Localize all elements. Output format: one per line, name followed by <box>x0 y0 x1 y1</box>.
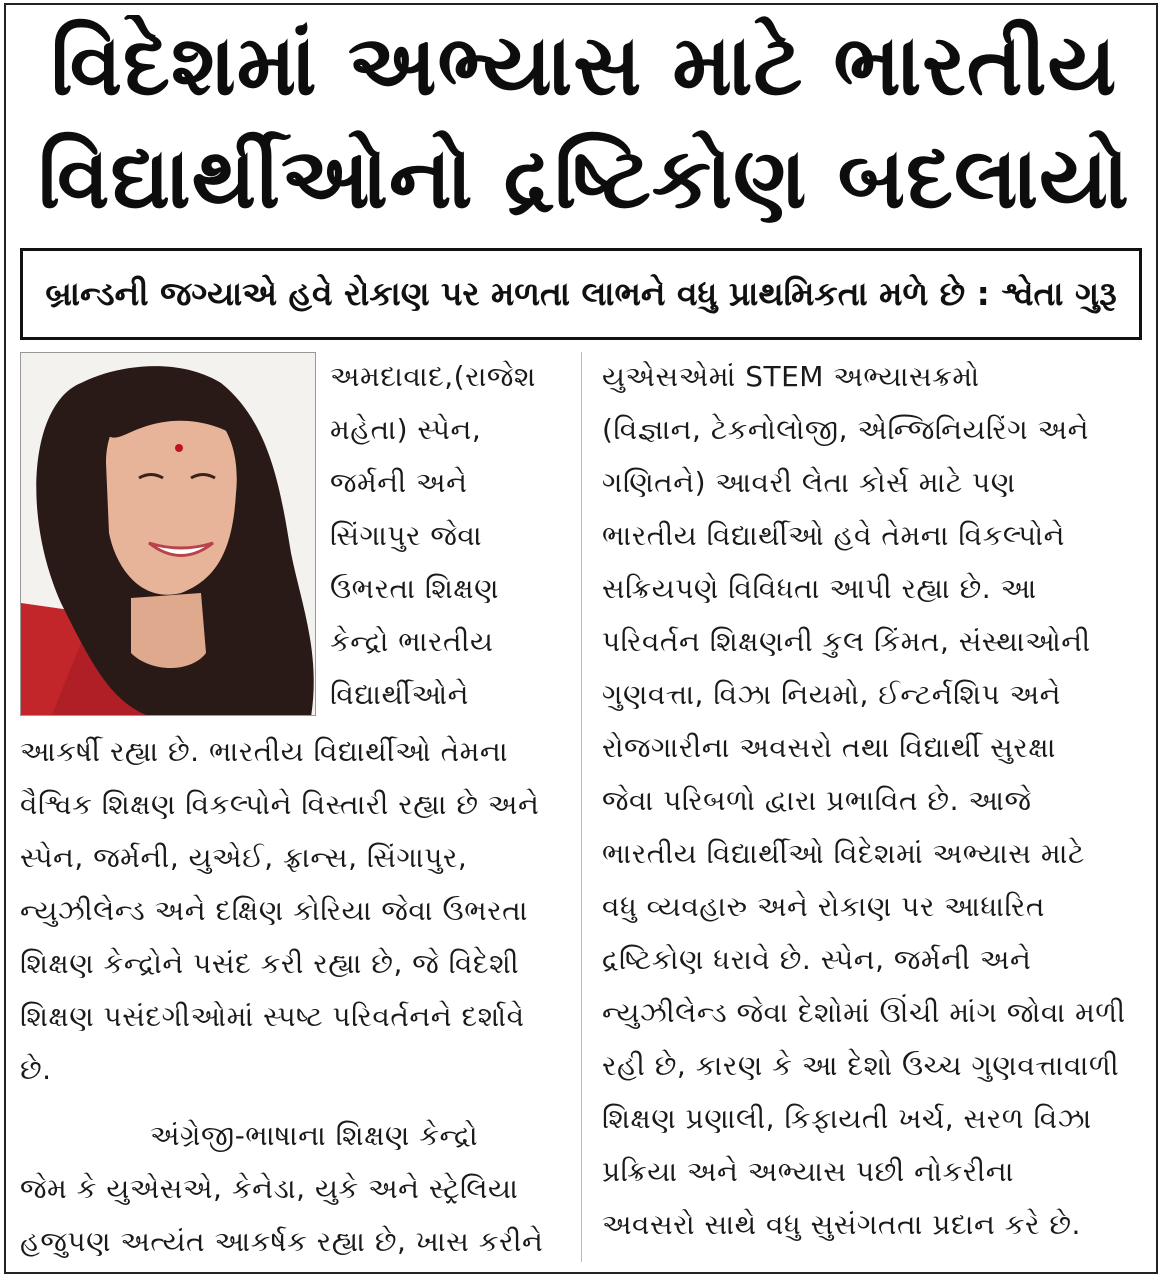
column-divider <box>581 352 582 1262</box>
portrait-photo <box>20 352 316 716</box>
headline-line-2: વિદ્યાર્થીઓનો દ્રષ્ટિકોણ બદલાયો <box>38 129 1130 227</box>
subheadline: બ્રાન્ડની જગ્યાએ હવે રોકાણ પર મળતા લાભને વધુ પ્રાથમિકતા મળે છે : શ્વેતા ગુરૂ <box>45 274 1117 313</box>
headline-line-1: વિદેશમાં અભ્યાસ માટે ભારતીય <box>50 16 1118 114</box>
subheadline-box <box>20 248 1142 340</box>
portrait-illustration <box>21 353 316 716</box>
